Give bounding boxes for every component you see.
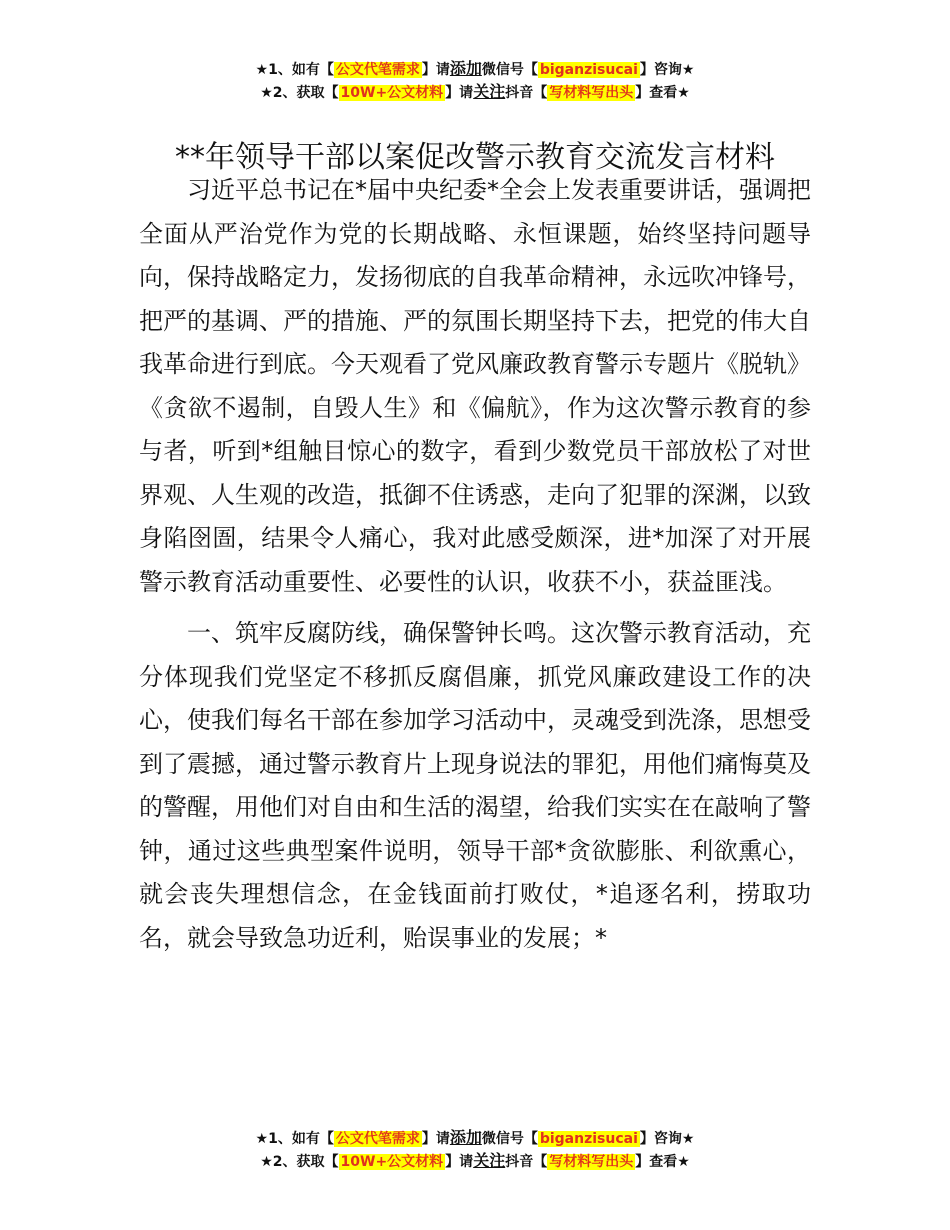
banner-underlined-text: 添加 <box>449 1128 482 1147</box>
paragraph: 一、筑牢反腐防线，确保警钟长鸣。这次警示教育活动，充分体现我们党坚定不移抓反腐倡廉，抓党风廉政建设工作的决心，使我们每名干部在参加学习活动中，灵魂受到洗涤，思想受到了震撼，通过警示教育片上现身说法的罪犯，用他们痛悔莫及的警醒，用他们对自由和生活的渴望，给我们实实在在敲响了警钟，通过这些典型案件说明，领导干部*贪欲膨胀、利欲熏心，就会丧失理想信念，在金钱面前打败仗，*追逐名利，捞取功名，就会导致急功近利，贻误事业的发展；* <box>139 619 811 952</box>
banner-highlight: 公文代笔需求 <box>335 1131 420 1147</box>
banner-wechat-id: biganzisucai <box>539 62 638 78</box>
document-body <box>139 169 811 960</box>
banner-wechat-id: biganzisucai <box>539 1131 638 1147</box>
banner-text: 】请 <box>421 1131 450 1147</box>
banner-underlined-text: 关注 <box>473 82 506 101</box>
banner-line-2 <box>0 81 950 104</box>
footer-banner <box>0 1127 950 1173</box>
banner-highlight: 写材料写出头 <box>549 85 634 101</box>
banner-underlined-text: 关注 <box>473 1151 506 1170</box>
banner-text: 】请 <box>445 1154 474 1170</box>
banner-highlight: 10W+公文材料 <box>340 1154 444 1170</box>
document-title: **年领导干部以案促改警示教育交流发言材料 <box>175 140 775 176</box>
banner-highlight: 公文代笔需求 <box>335 62 420 78</box>
banner-text: 】请 <box>445 85 474 101</box>
banner-text: 抖音【 <box>505 85 548 101</box>
banner-line-1 <box>0 1127 950 1150</box>
banner-text: 】咨询★ <box>639 1131 695 1147</box>
banner-text: ★2、获取【 <box>260 1154 339 1170</box>
header-banner <box>0 58 950 104</box>
banner-text: ★2、获取【 <box>260 85 339 101</box>
banner-text: 】请 <box>421 62 450 78</box>
banner-line-2 <box>0 1150 950 1173</box>
banner-text: 】咨询★ <box>639 62 695 78</box>
banner-text: ★1、如有【 <box>255 62 334 78</box>
banner-highlight: 10W+公文材料 <box>340 85 444 101</box>
paragraph: 习近平总书记在*届中央纪委*全会上发表重要讲话，强调把全面从严治党作为党的长期战略、永恒课题，始终坚持问题导向，保持战略定力，发扬彻底的自我革命精神，永远吹冲锋号，把严的基调、严的措施、严的氛围长期坚持下去，把党的伟大自我革命进行到底。今天观看了党风廉政教育警示专题片《脱轨》《贪欲不遏制，自毁人生》和《偏航》，作为这次警示教育的参与者，听到*组触目惊心的数字，看到少数党员干部放松了对世界观、人生观的改造，抵御不住诱惑，走向了犯罪的深渊，以致身陷囹圄，结果令人痛心，我对此感受颇深，进*加深了对开展警示教育活动重要性、必要性的认识，收获不小，获益匪浅。 <box>139 176 811 596</box>
banner-underlined-text: 添加 <box>449 59 482 78</box>
banner-text: 】查看★ <box>635 1154 690 1170</box>
banner-text: 抖音【 <box>505 1154 548 1170</box>
banner-text: 】查看★ <box>635 85 690 101</box>
banner-text: ★1、如有【 <box>255 1131 334 1147</box>
banner-line-1 <box>0 58 950 81</box>
banner-highlight: 写材料写出头 <box>549 1154 634 1170</box>
banner-text: 微信号【 <box>481 62 538 78</box>
banner-text: 微信号【 <box>481 1131 538 1147</box>
